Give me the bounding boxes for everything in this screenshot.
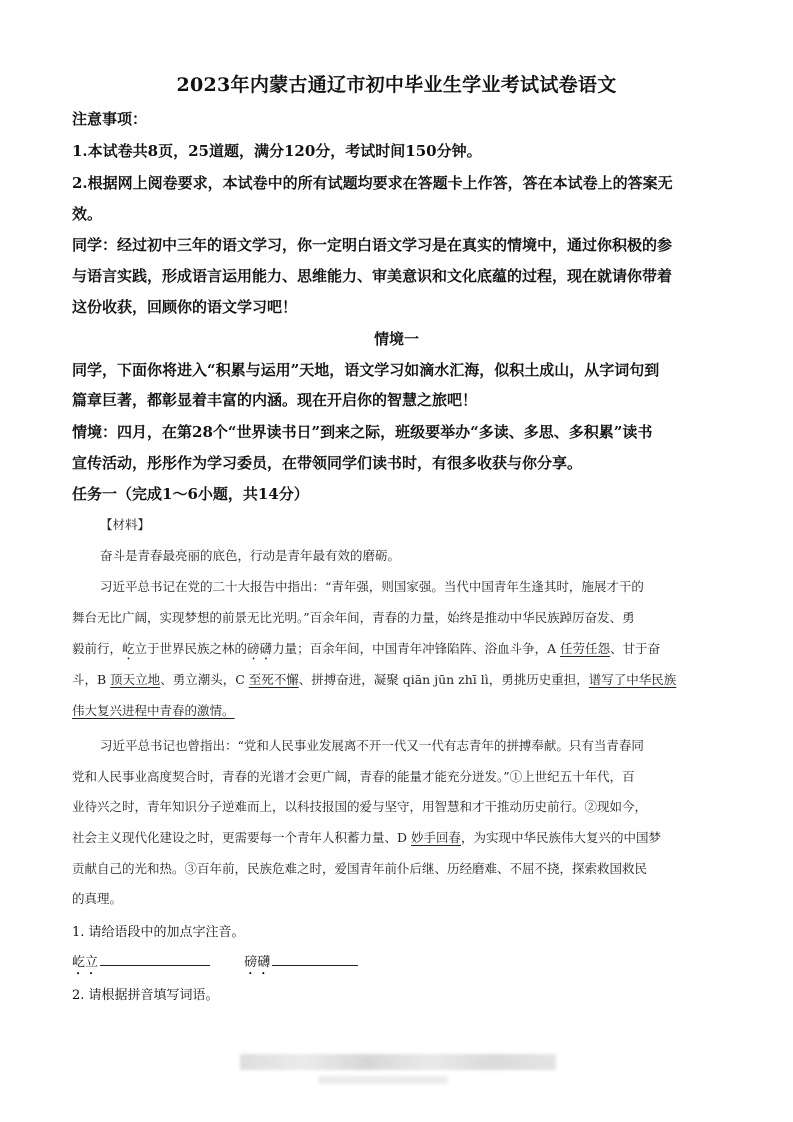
underlined-idiom-c: 至死不懈	[248, 672, 299, 687]
watermark-blur	[240, 1054, 556, 1070]
task-heading: 任务一（完成1～6小题，共14分）	[72, 485, 309, 503]
underlined-sentence-end: 伟大复兴进程中青春的激情。	[72, 703, 235, 718]
notice-heading: 注意事项：	[72, 110, 148, 128]
material-p3-line-6: 的真理。	[72, 891, 123, 906]
text-segment: 立于世界民族之林的	[134, 641, 248, 656]
material-p2-line-2: 舞台无比广阔，实现梦想的前景无比光明。”百余年间，青春的力量，始终是推动中华民族踔厉奋发、勇	[72, 610, 635, 625]
dotted-char-yi: 屹	[122, 641, 135, 656]
material-p2-line-3	[72, 639, 660, 663]
underlined-idiom-b: 顶天立地	[110, 672, 161, 687]
watermark-blur-2	[318, 1076, 448, 1084]
text-segment: 、勇立潮头，C	[160, 672, 249, 687]
section-intro-line-1: 同学，下面你将进入“积累与运用”天地，语文学习如滴水汇海，似积土成山，从字词句到	[72, 361, 660, 379]
q1-word-2: 磅礴	[244, 955, 271, 970]
material-p2-line-1: 习近平总书记在党的二十大报告中指出：“青年强，则国家强。当代中国青年生逢其时，施展才干的	[100, 579, 644, 594]
underlined-idiom-a: 任劳任怨	[560, 641, 611, 656]
material-p3-line-5: 贡献自己的光和热。③百年前，民族危难之时，爱国青年前仆后继、历经磨难、不屈不挠，探索救国救民	[72, 861, 648, 876]
notice-item-2-line-1: 2.根据网上阅卷要求，本试卷中的所有试题均要求在答题卡上作答，答在本试卷上的答案无	[72, 174, 673, 192]
underlined-idiom-d: 妙手回春	[411, 830, 462, 845]
context-line-2: 宣传活动，彤彤作为学习委员，在带领同学们读书时，有很多收获与你分享。	[72, 454, 583, 472]
text-segment: 力量；百余年间，中国青年冲锋陷阵、浴血斗争，A	[272, 641, 561, 656]
question-2: 2. 请根据拼音填写词语。	[72, 988, 219, 1003]
material-label: 【材料】	[100, 517, 151, 532]
material-p2-line-5	[72, 701, 235, 719]
text-segment: 毅前行，	[72, 641, 123, 656]
q1-word-1: 屹立	[72, 955, 99, 970]
intro-line-1: 同学：经过初中三年的语文学习，你一定明白语文学习是在真实的情境中，通过你积极的参	[72, 236, 673, 254]
material-p3-line-3: 业待兴之时，青年知识分子逆难而上，以科技报国的爱与坚守，用智慧和才干推动历史前行。②现如今，	[72, 799, 648, 814]
notice-item-2-line-2: 效。	[72, 205, 103, 223]
text-segment: ，为实现中华民族伟大复兴的中国梦	[461, 830, 662, 845]
context-line-1: 情境：四月，在第28个“世界读书日”到来之际，班级要举办“多读、多思、多积累”读书	[72, 423, 653, 441]
intro-line-2: 与语言实践，形成语言运用能力、思维能力、审美意识和文化底蕴的过程，现在就请你带着	[72, 267, 673, 285]
dotted-word-pangbo: 磅礴	[247, 641, 273, 656]
answer-blank-2[interactable]	[272, 953, 358, 966]
question-1: 1. 请给语段中的加点字注音。	[72, 925, 245, 940]
answer-blank-1[interactable]	[100, 953, 210, 966]
material-paragraph-1: 奋斗是青春最亮丽的底色，行动是青年最有效的磨砺。	[100, 548, 401, 563]
page-title: 2023年内蒙古通辽市初中毕业生学业考试试卷语文	[176, 74, 617, 96]
text-segment: 社会主义现代化建设之时，更需要每一个青年人积蓄力量、D	[72, 830, 411, 845]
material-p3-line-1: 习近平总书记也曾指出：“党和人民事业发展离不开一代又一代有志青年的拼搏奉献。只有当青春同	[100, 738, 644, 753]
material-p3-line-2: 党和人民事业高度契合时，青春的光谱才会更广阔，青春的能量才能充分迸发。”①上世纪五十年代，百	[72, 769, 635, 784]
material-p3-line-4	[72, 828, 661, 846]
section-title: 情境一	[373, 330, 419, 348]
text-segment: 、甘于奋	[610, 641, 661, 656]
material-p2-line-4	[72, 670, 676, 688]
section-intro-line-2: 篇章巨著，都彰显着丰富的内涵。现在开启你的智慧之旅吧！	[72, 391, 478, 409]
text-segment: 、拼搏奋进，凝聚 qiān jūn zhī lì，勇挑历史重担，	[298, 672, 589, 687]
question-1-answers	[72, 951, 358, 978]
underlined-sentence: 谱写了中华民族	[588, 672, 677, 687]
intro-line-3: 这份收获，回顾你的语文学习吧！	[72, 298, 298, 316]
notice-item-1: 1.本试卷共8页，25道题，满分120分，考试时间150分钟。	[72, 142, 482, 160]
text-segment: 斗，B	[72, 672, 111, 687]
